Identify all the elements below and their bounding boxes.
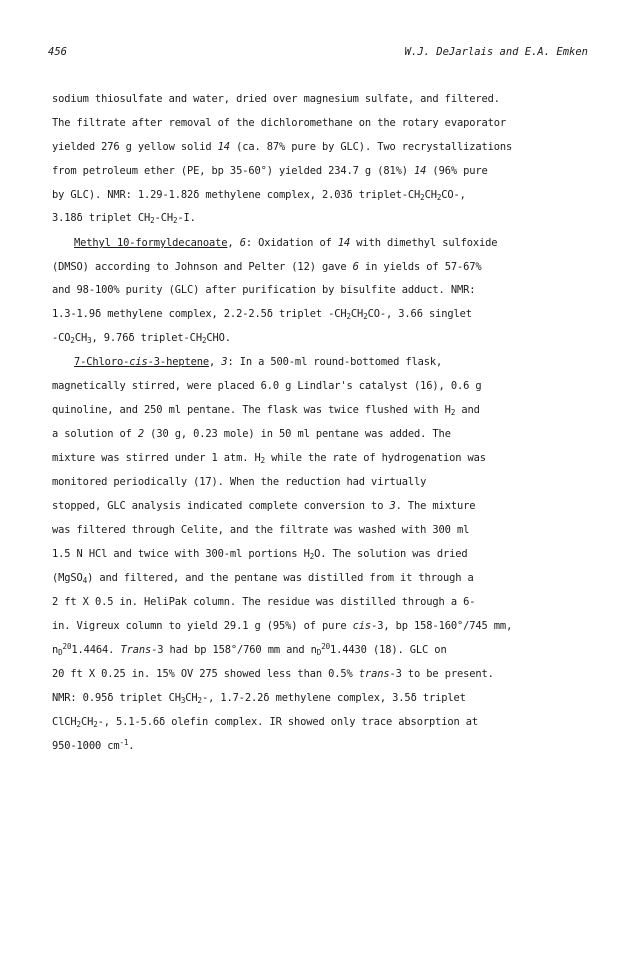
- text-line: and 98-100% purity (GLC) after purification by bisulfite adduct. NMR:: [52, 284, 476, 296]
- text-line: 3.18δ triplet $CH_2-CH_2-I$.: [52, 212, 196, 225]
- text-line: monitored periodically (17). When the reduction had virtually: [52, 476, 427, 488]
- text-line: (MgSO$_4$) and filtered, and the pentane was distilled from it through a: [52, 572, 474, 585]
- text-line: 20 ft X 0.25 in. 15% OV 275 showed less than 0.5% trans-3 to be present.: [52, 668, 494, 680]
- text-line: from petroleum ether (PE, bp 35-60°) yielded 234.7 g (81%) 14 (96% pure: [52, 165, 488, 177]
- text-line: magnetically stirred, were placed 6.0 g Lindlar's catalyst (16), 0.6 g: [52, 380, 482, 392]
- text-line: NMR: 0.95δ triplet $CH_3CH_2-$, 1.7-2.2δ methylene complex, 3.5δ triplet: [52, 692, 466, 705]
- text-line: quinoline, and 250 ml pentane. The flask was twice flushed with $H_2$ and: [52, 404, 480, 417]
- text-line: 1.3-1.9δ methylene complex, 2.2-2.5δ triplet $-CH_2CH_2CO-$, 3.66 singlet: [52, 308, 472, 321]
- text-line: yielded 276 g yellow solid 14 (ca. 87% pure by GLC). Two recrystallizations: [52, 141, 513, 153]
- page-number: 456: [48, 46, 67, 58]
- text-line: in. Vigreux column to yield 29.1 g (95%) of pure cis-3, bp 158-160°/745 mm,: [52, 620, 513, 632]
- text-line: mixture was stirred under 1 atm. $H_2$ while the rate of hydrogenation was: [52, 452, 486, 465]
- text-line: sodium thiosulfate and water, dried over magnesium sulfate, and filtered.: [52, 93, 500, 105]
- running-head-authors: W.J. DeJarlais and E.A. Emken: [404, 46, 588, 58]
- text-line: 7-Chloro-cis-3-heptene, 3: In a 500-ml round-bottomed flask,: [74, 356, 443, 368]
- text-line: Methyl 10-formyldecanoate, 6: Oxidation of 14 with dimethyl sulfoxide: [74, 237, 498, 249]
- text-line: by GLC). NMR: 1.29-1.82δ methylene complex, 2.03δ triplet-$CH_2CH_2CO-$,: [52, 189, 466, 202]
- running-header: [48, 46, 588, 64]
- text-line: 2 ft X 0.5 in. HeliPak column. The residue was distilled through a 6-: [52, 596, 476, 608]
- text-line: The filtrate after removal of the dichloromethane on the rotary evaporator: [52, 117, 507, 129]
- text-line: $ClCH_2CH_2-$, 5.1-5.6δ olefin complex. IR showed only trace absorption at: [52, 716, 479, 729]
- text-line: $n_D^{20}1.4464$. Trans-3 had bp 158°/760 mm and $n_D^{20}1.4430$ (18). GLC on: [52, 642, 447, 657]
- text-line: a solution of 2 (30 g, 0.23 mole) in 50 ml pentane was added. The: [52, 428, 451, 440]
- text-line: stopped, GLC analysis indicated complete conversion to 3. The mixture: [52, 500, 476, 512]
- text-line: $-CO_2CH_3$, 9.76δ triplet-$CH_2CHO$.: [52, 332, 231, 345]
- text-line: (DMSO) according to Johnson and Pelter (12) gave 6 in yields of 57-67%: [52, 261, 482, 273]
- text-line: was filtered through Celite, and the filtrate was washed with 300 ml: [52, 524, 470, 536]
- text-line: 950-1000 $cm^{-1}$.: [52, 738, 135, 752]
- text-line: 1.5 N HCl and twice with 300-ml portions $H_2O$. The solution was dried: [52, 548, 468, 561]
